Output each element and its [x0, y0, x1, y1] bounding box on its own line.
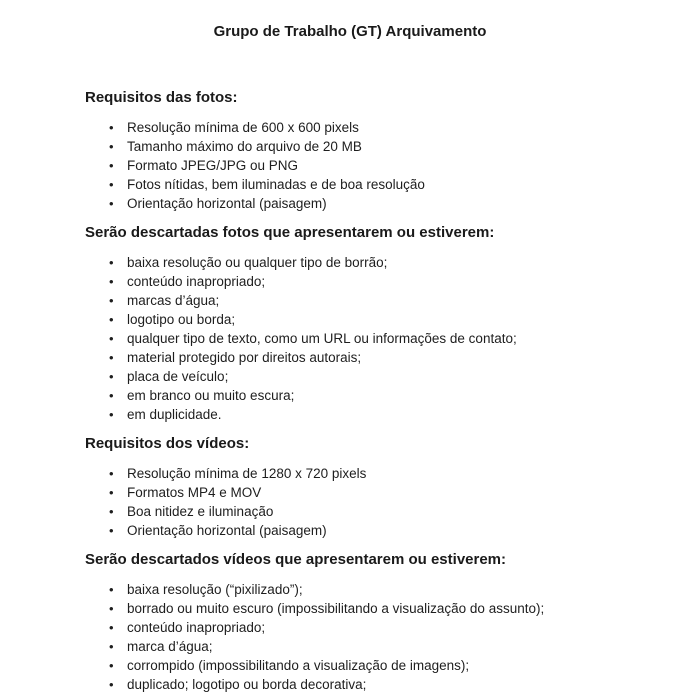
bullet-icon: • — [109, 466, 114, 481]
bullet-icon: • — [109, 407, 114, 422]
section-video-rejections — [85, 550, 645, 694]
bullet-icon: • — [109, 177, 114, 192]
list-item — [109, 502, 645, 521]
bullet-icon: • — [109, 639, 114, 654]
list-item — [109, 656, 645, 675]
list-item — [109, 348, 645, 367]
list-item-text: conteúdo inapropriado; — [127, 274, 266, 289]
bullet-icon: • — [109, 601, 114, 616]
list-item — [109, 618, 645, 637]
list-item-text: qualquer tipo de texto, como um URL ou informações de contato; — [127, 331, 517, 346]
list-item-text: baixa resolução (“pixilizado”); — [127, 582, 303, 597]
bullet-list — [85, 253, 645, 424]
bullet-icon: • — [109, 388, 114, 403]
section-heading: Serão descartados vídeos que apresentarem ou estiverem: — [85, 551, 507, 568]
list-item — [109, 580, 645, 599]
list-item — [109, 194, 645, 213]
list-item — [109, 386, 645, 405]
section-photo-rejections — [85, 223, 645, 424]
list-item — [109, 156, 645, 175]
bullet-icon: • — [109, 350, 114, 365]
section-heading: Serão descartadas fotos que apresentarem ou estiverem: — [85, 224, 495, 241]
list-item-text: logotipo ou borda; — [127, 312, 236, 327]
list-item-text: em duplicidade. — [127, 407, 222, 422]
bullet-icon: • — [109, 120, 114, 135]
list-item — [109, 675, 645, 694]
bullet-icon: • — [109, 658, 114, 673]
bullet-icon: • — [109, 677, 114, 692]
list-item-text: Resolução mínima de 600 x 600 pixels — [127, 120, 359, 135]
list-item-text: marca d’água; — [127, 639, 213, 654]
list-item — [109, 405, 645, 424]
section-heading: Requisitos das fotos: — [85, 89, 238, 106]
list-item-text: Orientação horizontal (paisagem) — [127, 196, 327, 211]
list-item-text: borrado ou muito escuro (impossibilitando a visualização do assunto); — [127, 601, 545, 616]
list-item-text: Formato JPEG/JPG ou PNG — [127, 158, 299, 173]
list-item-text: baixa resolução ou qualquer tipo de borrão; — [127, 255, 388, 270]
bullet-list — [85, 580, 645, 694]
document-body — [0, 88, 700, 694]
list-item — [109, 367, 645, 386]
list-item-text: Orientação horizontal (paisagem) — [127, 523, 327, 538]
list-item — [109, 118, 645, 137]
bullet-icon: • — [109, 274, 114, 289]
list-item — [109, 464, 645, 483]
list-item — [109, 483, 645, 502]
list-item — [109, 599, 645, 618]
list-item-text: Boa nitidez e iluminação — [127, 504, 274, 519]
list-item — [109, 521, 645, 540]
list-item-text: Fotos nítidas, bem iluminadas e de boa resolução — [127, 177, 425, 192]
bullet-icon: • — [109, 255, 114, 270]
list-item-text: placa de veículo; — [127, 369, 229, 384]
list-item — [109, 175, 645, 194]
list-item-text: duplicado; logotipo ou borda decorativa; — [127, 677, 367, 692]
bullet-icon: • — [109, 620, 114, 635]
bullet-icon: • — [109, 523, 114, 538]
list-item-text: Resolução mínima de 1280 x 720 pixels — [127, 466, 367, 481]
section-heading: Requisitos dos vídeos: — [85, 435, 250, 452]
list-item — [109, 291, 645, 310]
bullet-icon: • — [109, 139, 114, 154]
list-item-text: conteúdo inapropriado; — [127, 620, 266, 635]
list-item — [109, 329, 645, 348]
list-item — [109, 272, 645, 291]
bullet-icon: • — [109, 331, 114, 346]
list-item-text: em branco ou muito escura; — [127, 388, 295, 403]
bullet-icon: • — [109, 485, 114, 500]
bullet-icon: • — [109, 582, 114, 597]
list-item-text: Tamanho máximo do arquivo de 20 MB — [127, 139, 362, 154]
section-photo-requirements — [85, 88, 645, 213]
bullet-icon: • — [109, 293, 114, 308]
list-item-text: marcas d’água; — [127, 293, 220, 308]
list-item — [109, 310, 645, 329]
list-item-text: material protegido por direitos autorais; — [127, 350, 362, 365]
bullet-icon: • — [109, 504, 114, 519]
bullet-icon: • — [109, 158, 114, 173]
bullet-list — [85, 118, 645, 213]
bullet-icon: • — [109, 196, 114, 211]
bullet-icon: • — [109, 369, 114, 384]
document-title: Grupo de Trabalho (GT) Arquivamento — [213, 23, 487, 40]
bullet-list — [85, 464, 645, 540]
list-item — [109, 137, 645, 156]
list-item-text: Formatos MP4 e MOV — [127, 485, 262, 500]
list-item-text: corrompido (impossibilitando a visualização de imagens); — [127, 658, 470, 673]
list-item — [109, 253, 645, 272]
bullet-icon: • — [109, 312, 114, 327]
list-item — [109, 637, 645, 656]
section-video-requirements — [85, 434, 645, 540]
